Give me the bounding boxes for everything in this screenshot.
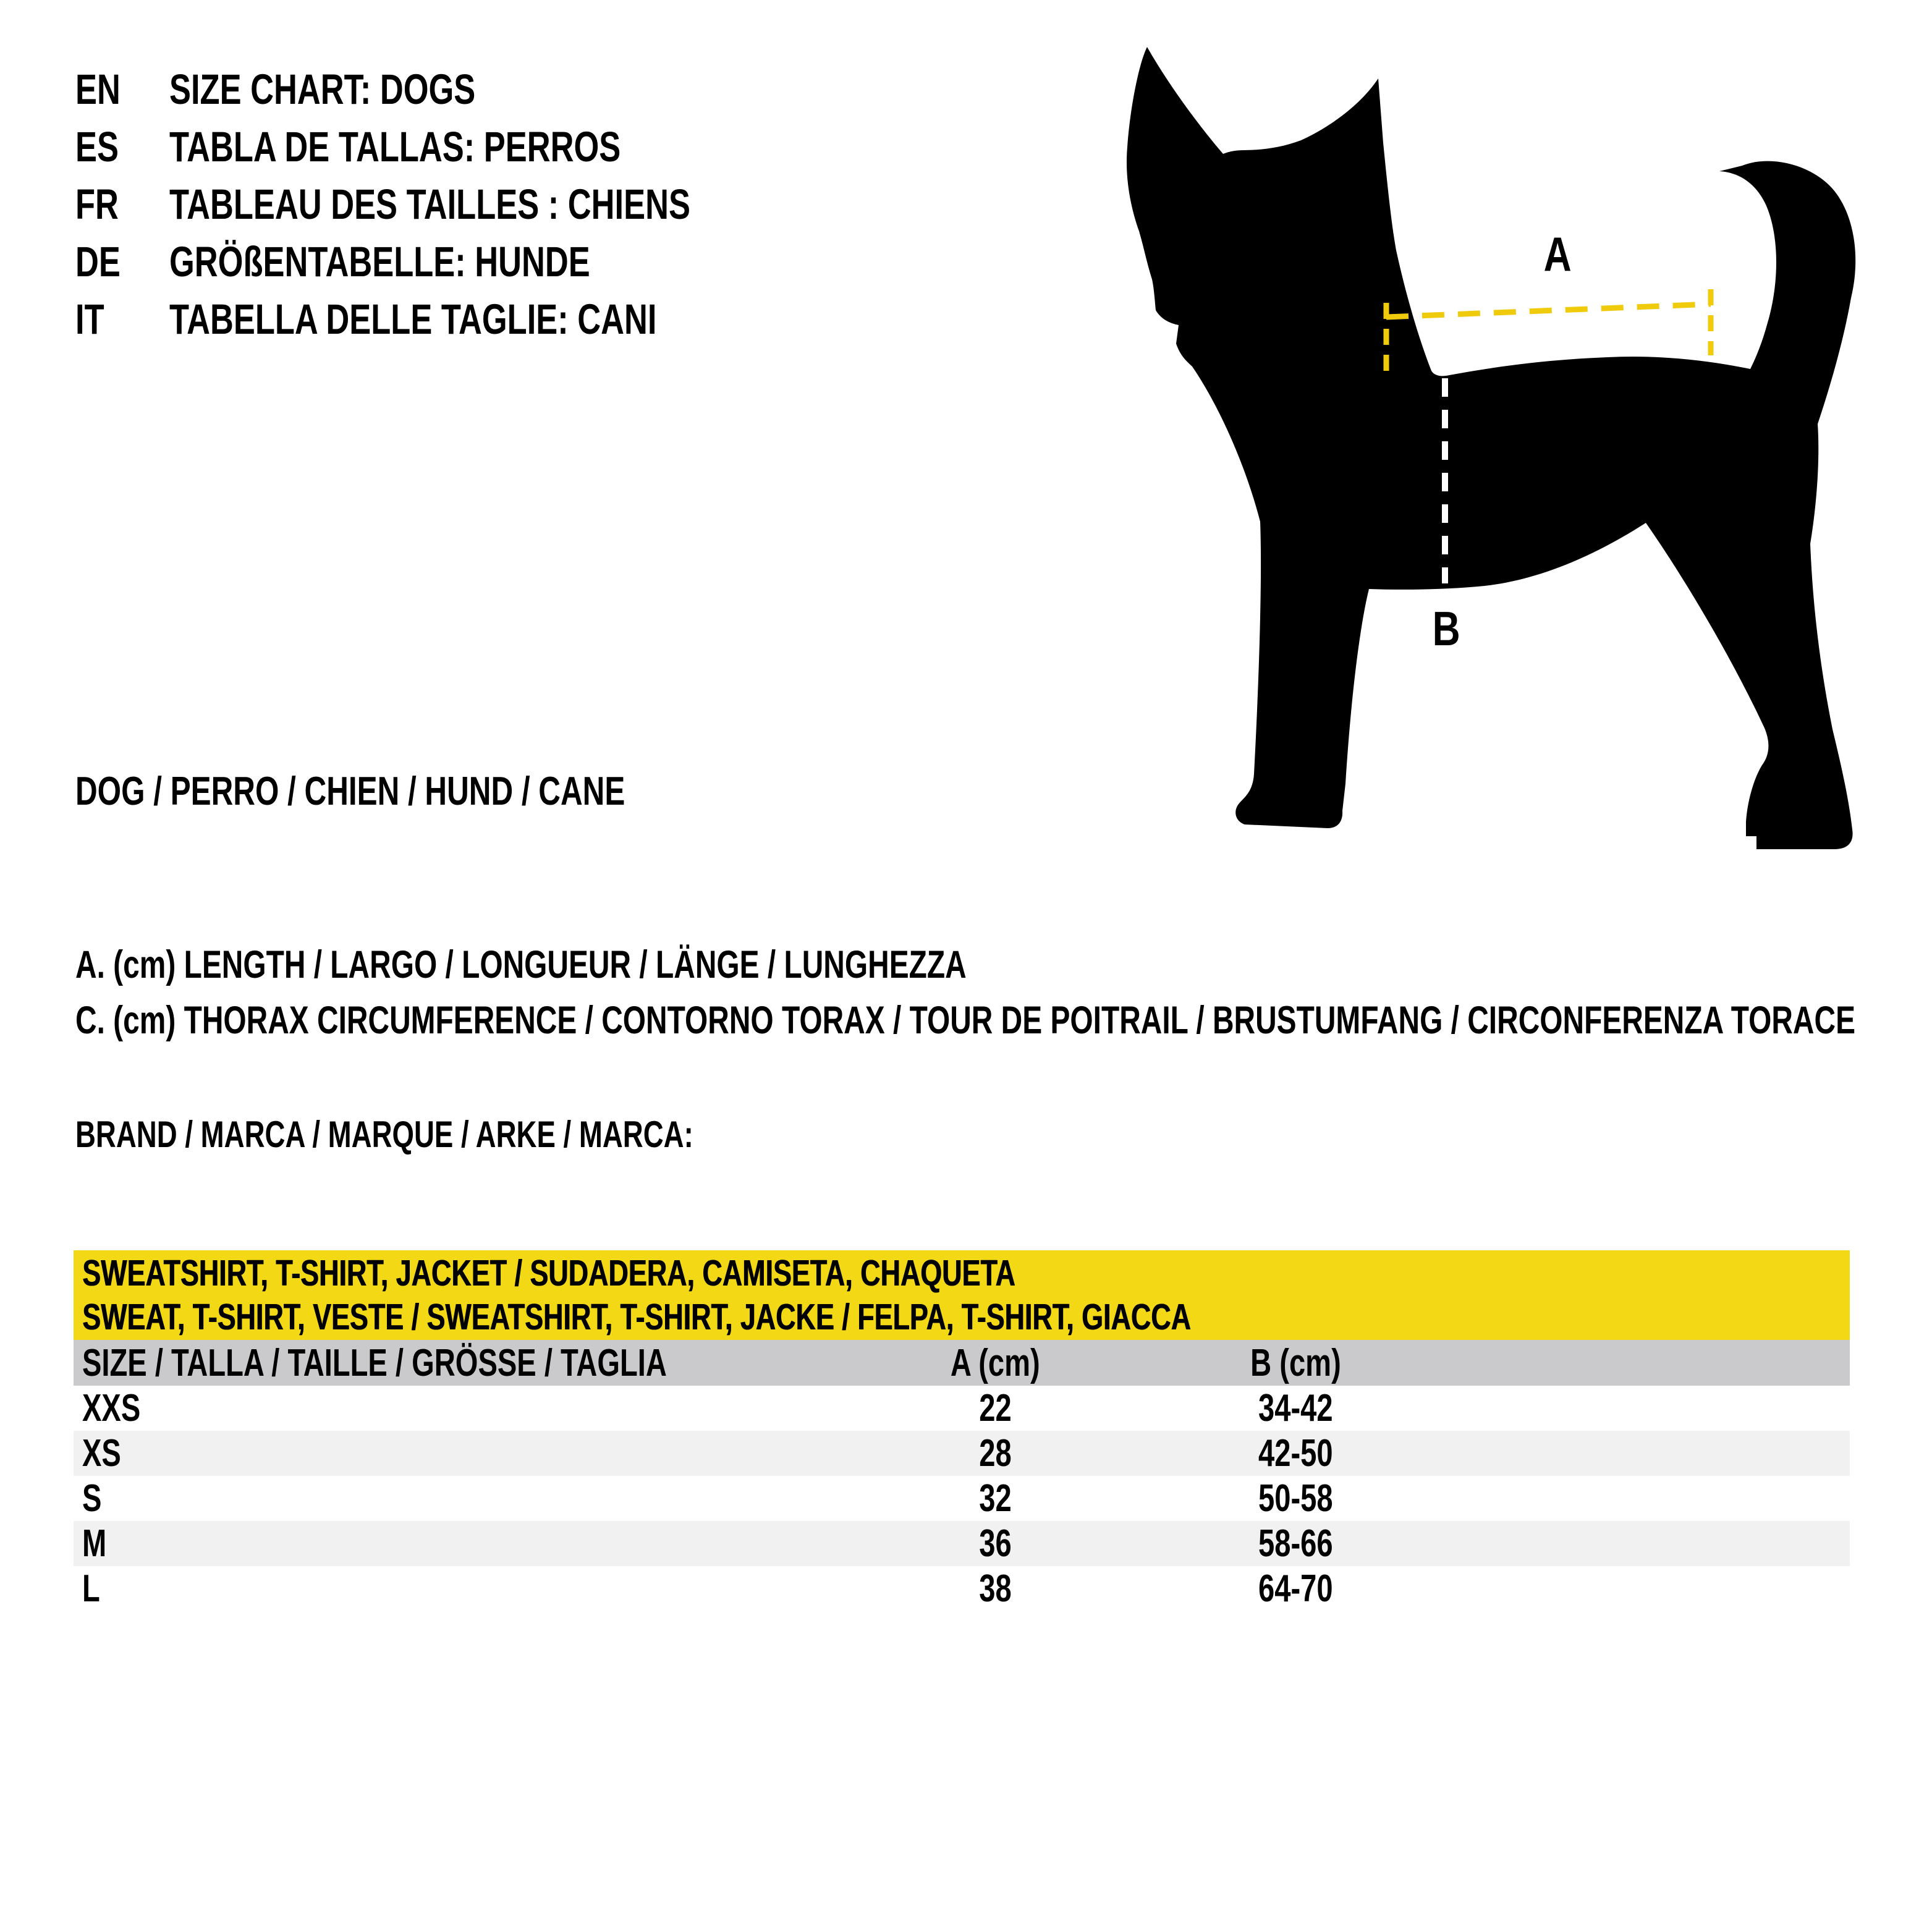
table-row xyxy=(74,1431,1850,1476)
lang-row-de xyxy=(75,233,884,290)
lang-row-en xyxy=(75,61,884,118)
lang-code: IT xyxy=(75,295,104,343)
lang-title: TABLEAU DES TAILLES : CHIENS xyxy=(169,180,690,228)
a-value: 28 xyxy=(978,1432,1012,1475)
lang-code: DE xyxy=(75,238,121,286)
measure-label-a: A xyxy=(1543,227,1572,281)
brand-line: BRAND / MARCA / MARQUE / ARKE / MARCA: xyxy=(75,1114,693,1155)
lang-row-it xyxy=(75,290,884,348)
table-row xyxy=(74,1476,1850,1521)
dog-caption: DOG / PERRO / CHIEN / HUND / CANE xyxy=(75,768,625,813)
language-list xyxy=(75,61,884,348)
column-header-a: A (cm) xyxy=(950,1341,1040,1384)
b-value: 34-42 xyxy=(1258,1387,1333,1430)
size-value: L xyxy=(82,1567,100,1610)
a-value: 38 xyxy=(978,1567,1012,1610)
table-title-band xyxy=(74,1250,1850,1340)
lang-code: FR xyxy=(75,180,119,228)
legend-line-c: C. (cm) THORAX CIRCUMFERENCE / CONTORNO TORAX / TOUR DE POITRAIL / BRUSTUMFANG / CIRCONFERENZA TORACE xyxy=(75,999,1856,1042)
a-value: 22 xyxy=(978,1387,1012,1430)
b-value: 42-50 xyxy=(1258,1432,1333,1475)
column-header-size: SIZE / TALLA / TAILLE / GRÖSSE / TAGLIA xyxy=(82,1341,667,1384)
dog-measurement-figure xyxy=(1106,19,1879,865)
table-row xyxy=(74,1566,1850,1611)
lang-title: GRÖßENTABELLE: HUNDE xyxy=(169,238,590,286)
table-row xyxy=(74,1521,1850,1566)
measure-a-line xyxy=(1386,304,1711,317)
legend-line-a: A. (cm) LENGTH / LARGO / LONGUEUR / LÄNGE / LUNGHEZZA xyxy=(75,943,967,986)
lang-row-fr xyxy=(75,176,884,233)
b-value: 58-66 xyxy=(1258,1522,1333,1565)
lang-code: EN xyxy=(75,66,121,113)
lang-title: TABELLA DELLE TAGLIE: CANI xyxy=(169,295,657,343)
size-table xyxy=(74,1250,1850,1611)
table-header-row xyxy=(74,1340,1850,1386)
b-value: 64-70 xyxy=(1258,1567,1333,1610)
table-row xyxy=(74,1386,1850,1431)
lang-row-es xyxy=(75,118,884,176)
a-value: 36 xyxy=(978,1522,1012,1565)
column-header-b: B (cm) xyxy=(1250,1341,1341,1384)
lang-code: ES xyxy=(75,123,119,171)
a-value: 32 xyxy=(978,1477,1012,1520)
lang-title: TABLA DE TALLAS: PERROS xyxy=(169,123,621,171)
lang-title: SIZE CHART: DOGS xyxy=(169,66,476,113)
size-value: XXS xyxy=(82,1387,141,1430)
table-title-line-1: SWEATSHIRT, T-SHIRT, JACKET / SUDADERA, CAMISETA, CHAQUETA xyxy=(82,1252,1015,1294)
b-value: 50-58 xyxy=(1258,1477,1333,1520)
size-value: S xyxy=(82,1477,102,1520)
dog-silhouette xyxy=(1127,47,1855,849)
size-value: M xyxy=(82,1522,107,1565)
table-title-line-2: SWEAT, T-SHIRT, VESTE / SWEATSHIRT, T-SHIRT, JACKE / FELPA, T-SHIRT, GIACCA xyxy=(82,1296,1191,1337)
measure-label-b: B xyxy=(1432,601,1460,656)
size-value: XS xyxy=(82,1432,121,1475)
measurement-legend xyxy=(75,937,1932,1048)
